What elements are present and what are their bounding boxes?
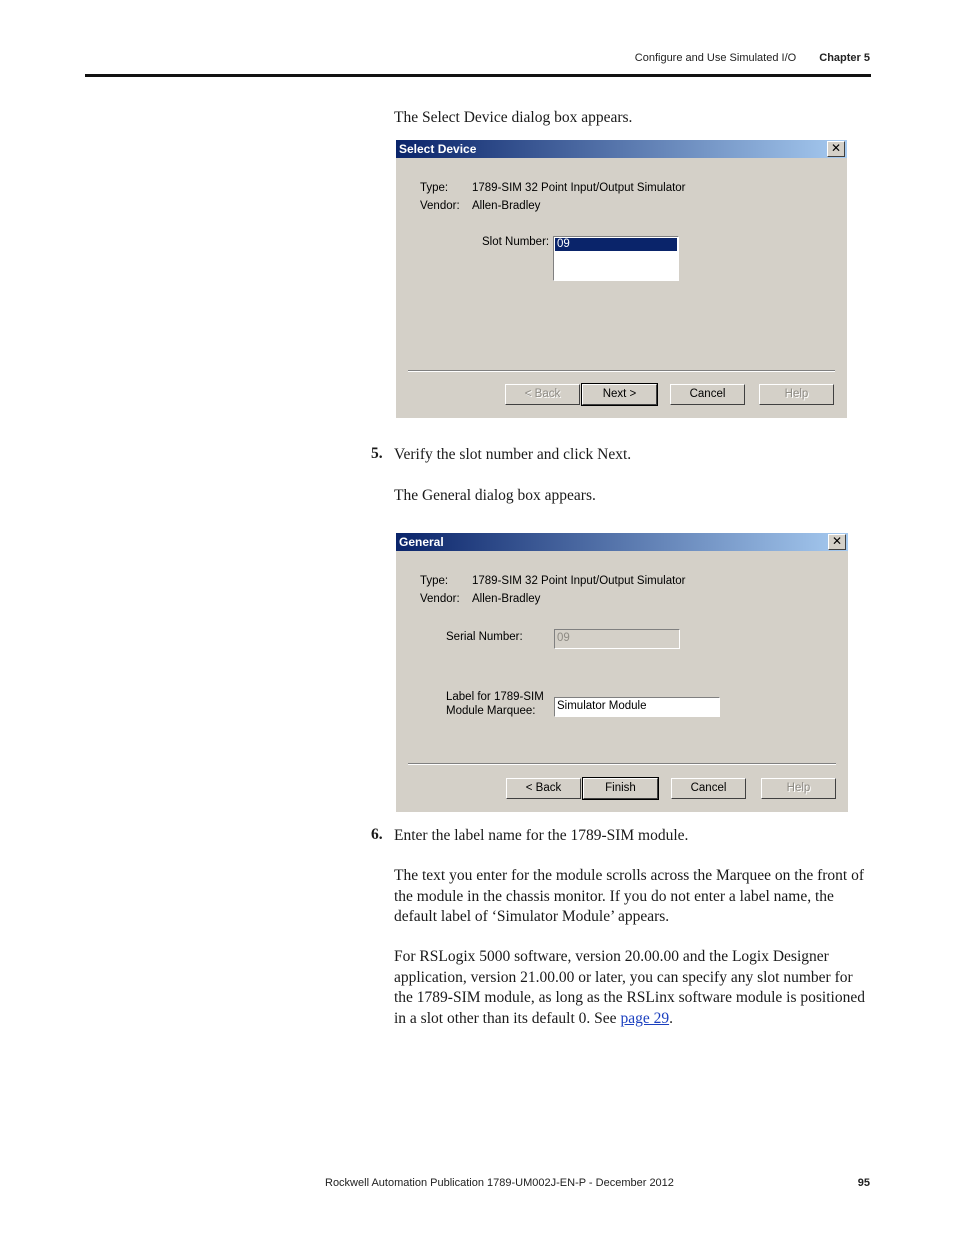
general-title-bar — [396, 533, 848, 551]
vendor-value: Allen-Bradley — [472, 593, 541, 605]
step-5-text: Verify the slot number and click Next. — [394, 446, 632, 463]
select-device-title: Select Device — [399, 142, 477, 156]
close-icon[interactable]: ✕ — [828, 534, 846, 550]
type-label: Type: — [420, 575, 449, 587]
marquee-label-line1: Label for 1789-SIM — [446, 691, 544, 703]
page-number: 95 — [857, 1177, 870, 1189]
type-value: 1789-SIM 32 Point Input/Output Simulator — [472, 182, 686, 194]
cancel-button[interactable]: Cancel — [671, 778, 746, 799]
select-device-title-bar — [396, 140, 847, 158]
rslogix-paragraph — [394, 947, 872, 1029]
slot-number-selected-item[interactable]: 09 — [555, 238, 677, 251]
vendor-label: Vendor: — [420, 593, 460, 605]
type-label: Type: — [420, 182, 449, 194]
finish-button[interactable]: Finish — [583, 778, 658, 799]
dialog-separator — [408, 370, 835, 372]
close-icon[interactable]: ✕ — [827, 141, 845, 157]
type-value: 1789-SIM 32 Point Input/Output Simulator — [472, 575, 686, 587]
serial-number-label: Serial Number: — [446, 631, 523, 643]
step-6-text: Enter the label name for the 1789-SIM module. — [394, 827, 689, 844]
select-device-dialog — [396, 140, 847, 418]
back-button[interactable]: < Back — [505, 384, 580, 405]
serial-number-field: 09 — [554, 629, 680, 649]
page-29-link[interactable]: page 29 — [620, 1009, 670, 1027]
intro-general: The General dialog box appears. — [394, 487, 596, 504]
marquee-label-input[interactable]: Simulator Module — [554, 697, 720, 717]
slot-number-label: Slot Number: — [482, 236, 550, 248]
rslogix-paragraph-end: . — [669, 1009, 673, 1027]
marquee-label-line2: Module Marquee: — [446, 705, 536, 717]
step-6-number: 6. — [371, 826, 383, 843]
step-5-number: 5. — [371, 445, 383, 462]
general-dialog — [396, 533, 848, 812]
dialog-separator — [408, 763, 836, 765]
general-title: General — [399, 535, 444, 549]
marquee-paragraph: The text you enter for the module scrolls across the Marquee on the front of the module in the chassis monitor. If you do not enter a label name, the default label of ‘Simulator Module’ appears. — [394, 867, 865, 925]
slot-number-list[interactable] — [553, 236, 679, 281]
help-button[interactable]: Help — [761, 778, 836, 799]
back-button[interactable]: < Back — [506, 778, 581, 799]
cancel-button[interactable]: Cancel — [670, 384, 745, 405]
intro-select-device: The Select Device dialog box appears. — [394, 109, 633, 126]
next-button[interactable]: Next > — [582, 384, 657, 405]
vendor-value: Allen-Bradley — [472, 200, 541, 212]
header-rule — [85, 74, 871, 77]
running-header — [635, 52, 870, 64]
help-button[interactable]: Help — [759, 384, 834, 405]
header-section-title: Configure and Use Simulated I/O — [634, 52, 797, 64]
footer-publication: Rockwell Automation Publication 1789-UM002J-EN-P - December 2012 — [325, 1177, 674, 1189]
header-chapter: Chapter 5 — [819, 52, 870, 64]
vendor-label: Vendor: — [420, 200, 460, 212]
rslogix-paragraph-text: For RSLogix 5000 software, version 20.00.00 and the Logix Designer application, version 21.00.00 or later, you can specify any slot number for the 1789-SIM module, as long as the RSLinx software module is positioned in a slot other than its default 0. See — [394, 948, 865, 1027]
